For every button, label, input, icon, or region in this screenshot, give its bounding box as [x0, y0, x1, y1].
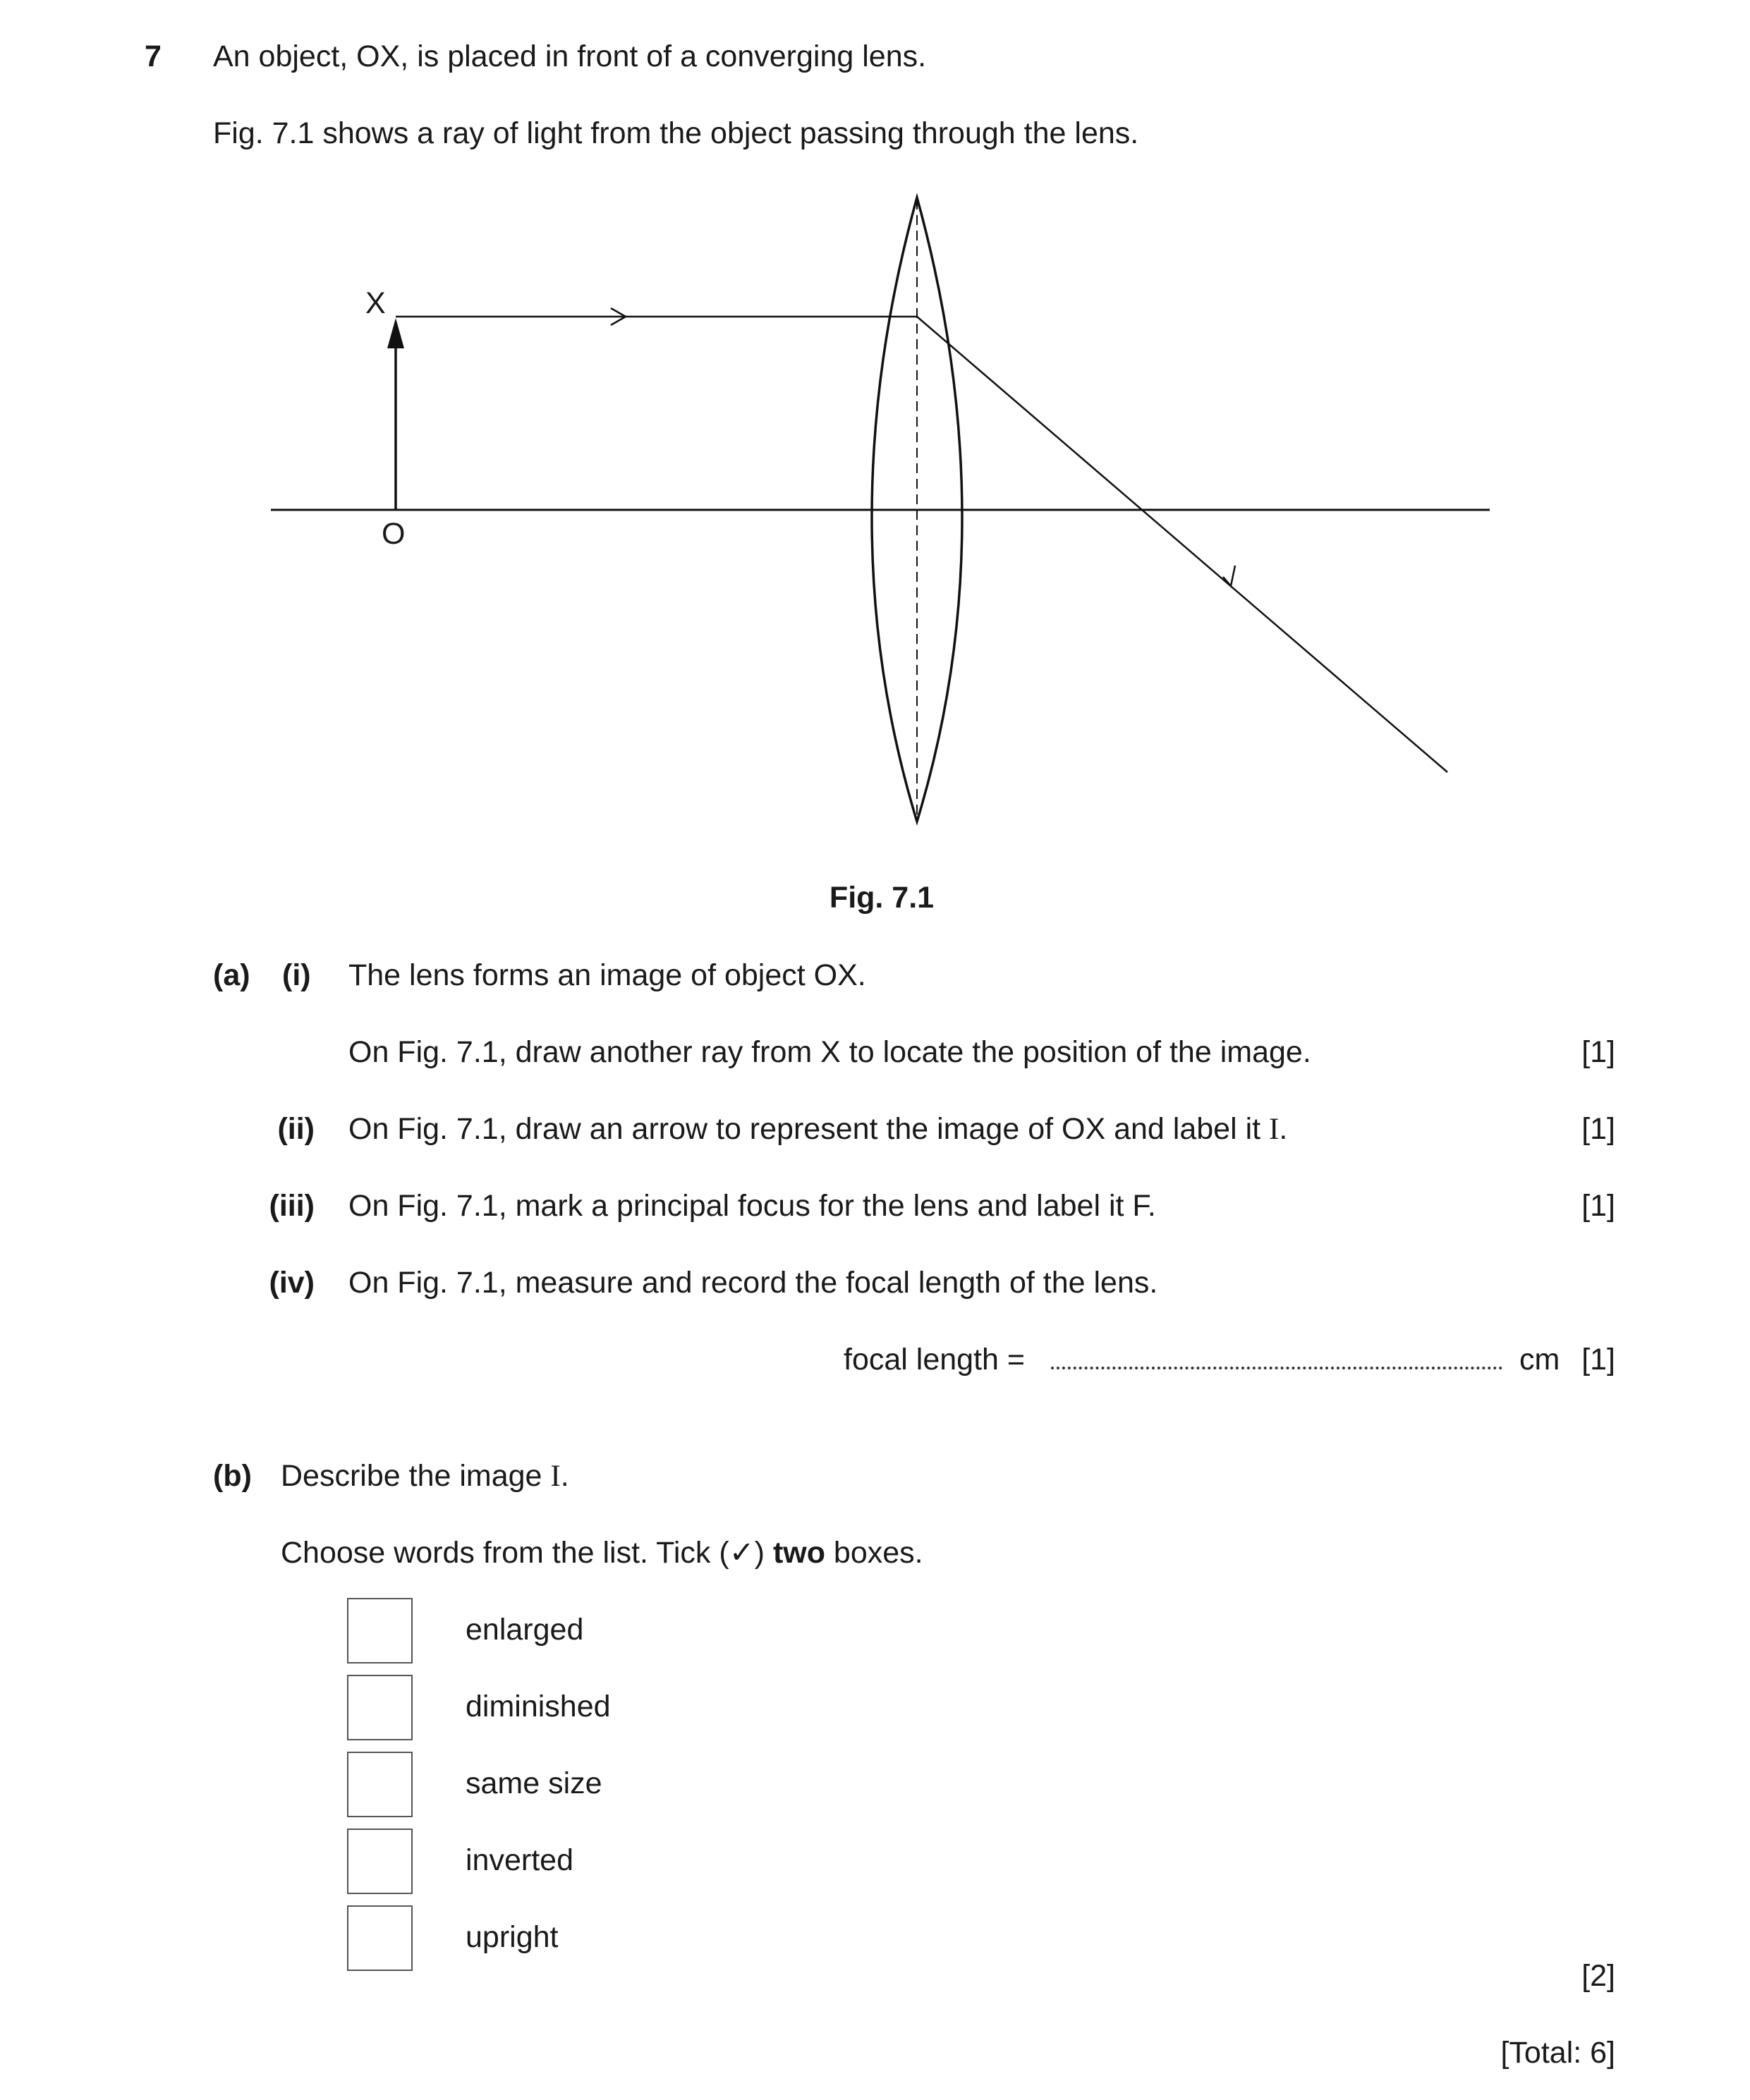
image-symbol: I — [550, 1460, 561, 1493]
part-a-iii-marks: [1] — [1581, 1189, 1615, 1223]
part-b-marks: [2] — [1581, 1959, 1615, 1993]
part-a-iv-marks: [1] — [1581, 1343, 1615, 1376]
part-a-iii-task: On Fig. 7.1, mark a principal focus for the lens and label it F. — [348, 1189, 1156, 1223]
focal-length-unit: cm — [1519, 1343, 1560, 1376]
option-enlarged: enlarged — [466, 1613, 584, 1647]
option-diminished: diminished — [466, 1690, 611, 1723]
refracted-ray-arrow — [1223, 566, 1235, 586]
part-a-i-marks: [1] — [1581, 1035, 1615, 1069]
tickbox-enlarged[interactable] — [347, 1598, 413, 1663]
part-b-prompt-end: . — [560, 1459, 569, 1493]
question-number: 7 — [145, 39, 162, 73]
part-a-i-task: On Fig. 7.1, draw another ray from X to locate the position of the image. — [348, 1035, 1311, 1069]
part-a-i-label: (i) — [282, 958, 311, 992]
question-intro: An object, OX, is placed in front of a converging lens. — [213, 39, 927, 73]
option-upright: upright — [466, 1920, 559, 1954]
figure-caption: Fig. 7.1 — [829, 881, 935, 915]
part-a-iii-label: (iii) — [269, 1189, 315, 1223]
part-a-ii-marks: [1] — [1581, 1112, 1615, 1146]
part-b-label: (b) — [213, 1459, 252, 1493]
part-b-instruction — [281, 1534, 923, 1571]
label-x: X — [365, 286, 386, 320]
part-a-iv-task: On Fig. 7.1, measure and record the focal length of the lens. — [348, 1266, 1158, 1300]
refracted-ray — [917, 317, 1447, 772]
part-b-instruction-text: Choose words from the list. Tick (✓) — [281, 1536, 773, 1570]
figure-intro: Fig. 7.1 shows a ray of light from the object passing through the lens. — [213, 116, 1139, 150]
focal-length-answer-line[interactable] — [1051, 1367, 1502, 1369]
tickbox-upright[interactable] — [347, 1905, 413, 1971]
part-b-instruction-end: boxes. — [825, 1536, 923, 1570]
lens-ray-diagram[interactable] — [0, 0, 1750, 917]
part-b-prompt-text: Describe the image — [281, 1459, 551, 1493]
label-o: O — [382, 517, 406, 551]
part-a-i-statement: The lens forms an image of object OX. — [348, 958, 866, 992]
part-a-ii-task — [348, 1111, 1287, 1148]
total-marks: [Total: 6] — [1500, 2036, 1615, 2070]
focal-length-label: focal length = — [844, 1343, 1025, 1376]
option-same-size: same size — [466, 1766, 602, 1800]
part-a-ii-text-end: . — [1279, 1112, 1288, 1146]
part-a-ii-text: On Fig. 7.1, draw an arrow to represent the image of OX and label it — [348, 1112, 1270, 1146]
part-a-iv-label: (iv) — [269, 1266, 315, 1300]
part-b-instruction-emphasis: two — [772, 1536, 825, 1570]
part-b-prompt — [281, 1458, 569, 1495]
tickbox-diminished[interactable] — [347, 1675, 413, 1740]
image-symbol: I — [1269, 1113, 1280, 1146]
tickbox-same-size[interactable] — [347, 1752, 413, 1817]
part-a-ii-label: (ii) — [277, 1112, 315, 1146]
option-inverted: inverted — [466, 1843, 573, 1877]
object-arrow-head — [387, 318, 404, 348]
tickbox-inverted[interactable] — [347, 1829, 413, 1894]
part-a-label: (a) — [213, 958, 250, 992]
